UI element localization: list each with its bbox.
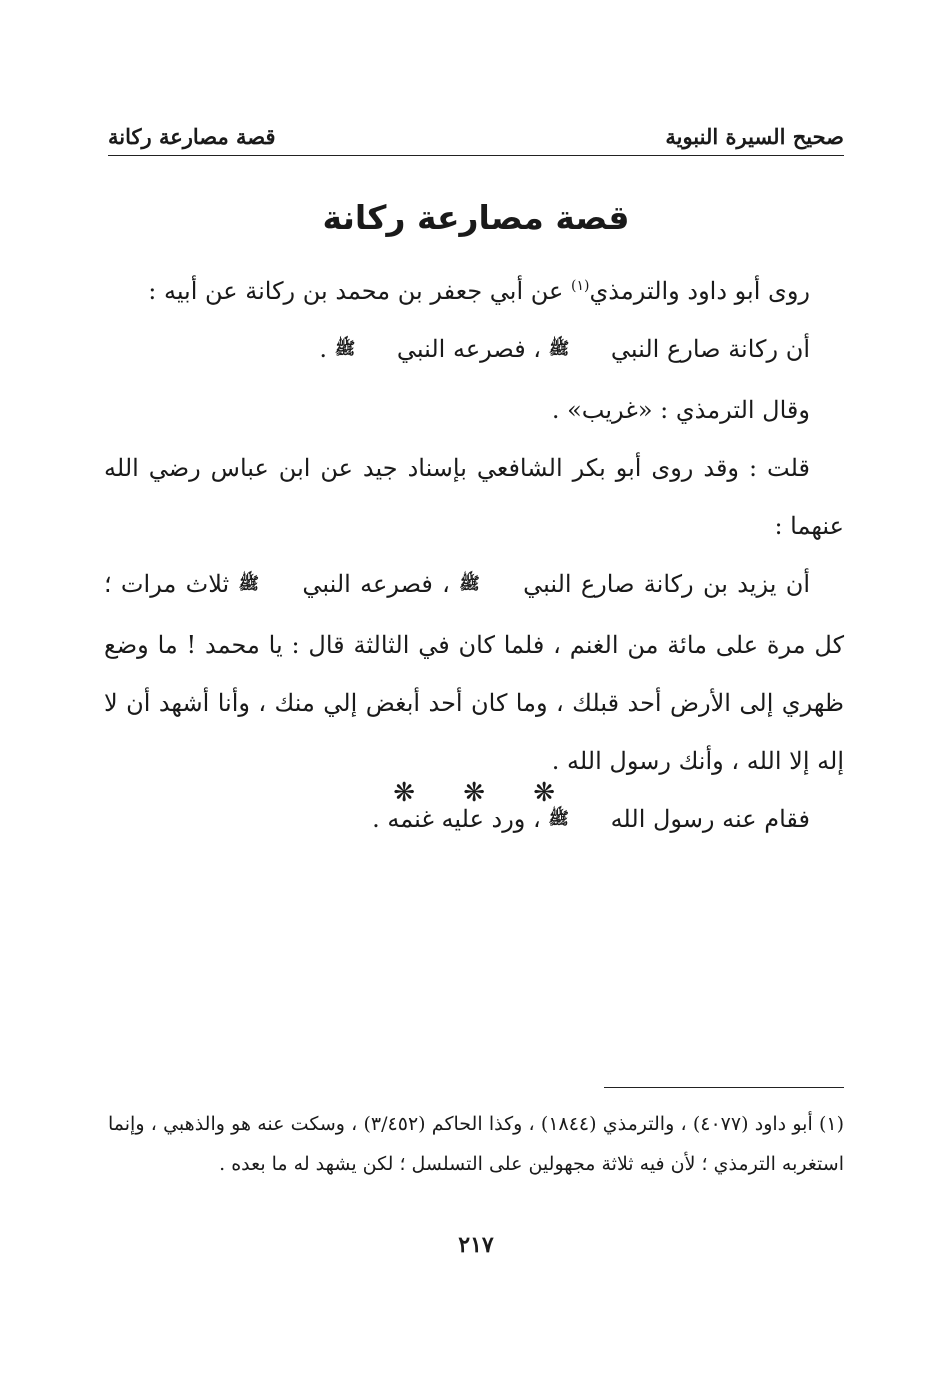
honorific-glyph: ﷺ [238, 574, 260, 594]
paragraph-6: فقام عنه رسول الله ﷺ ، ورد عليه غنمه . [104, 790, 844, 851]
asterism-icon: ❋ [463, 778, 485, 808]
chapter-title: قصة مصارعة ركانة [108, 124, 276, 149]
footnote-divider [604, 1087, 844, 1088]
honorific-glyph: ﷺ [548, 809, 569, 829]
honorific-glyph: ﷺ [548, 339, 570, 359]
section-title: قصة مصارعة ركانة [322, 198, 630, 237]
page-number: ٢١٧ [458, 1232, 494, 1258]
section-separator [108, 778, 844, 808]
paragraph-5: أن يزيد بن ركانة صارع النبي ﷺ ، فصرعه النبي ﷺ ثلاث مرات ؛ كل مرة على مائة من الغنم ، فلما كان في الثالثة قال : يا محمد ! ما وضع ظهري إلى الأرض أحد قبلك ، وما كان أحد أبغض إلي منك ، وأنا أشهد أن لا إله إلا الله ، وأنك رسول الله . [104, 555, 844, 790]
asterism-icon: ❋ [533, 778, 555, 808]
footnote-ref[interactable]: (١) [571, 278, 590, 294]
paragraph-4: قلت : وقد روى أبو بكر الشافعي بإسناد جيد عن ابن عباس رضي الله عنهما : [104, 454, 844, 540]
footnotes [108, 1104, 844, 1184]
main-text [104, 262, 844, 851]
paragraph-1: روى أبو داود والترمذي$^{(١)}$ عن أبي جعفر بن محمد بن ركانة عن أبيه : [148, 277, 810, 305]
paragraph-3: وقال الترمذي : «غريب» . [551, 396, 810, 424]
paragraph-2: أن ركانة صارع النبي ﷺ ، فصرعه النبي ﷺ . [104, 320, 844, 381]
honorific-glyph: ﷺ [334, 339, 356, 359]
honorific-glyph: ﷺ [459, 574, 480, 594]
book-title: صحيح السيرة النبوية [665, 124, 844, 149]
asterism-icon: ❋ [393, 778, 415, 808]
footnote-1: (١) أبو داود (٤٠٧٧) ، والترمذي (١٨٤٤) ، وكذا الحاكم (٣/٤٥٢) ، وسكت عنه هو والذهبي ، وإنما استغربه الترمذي ؛ لأن فيه ثلاثة مجهولين على التسلسل ؛ لكن يشهد له ما بعده . [108, 1113, 844, 1175]
running-header [108, 112, 844, 156]
